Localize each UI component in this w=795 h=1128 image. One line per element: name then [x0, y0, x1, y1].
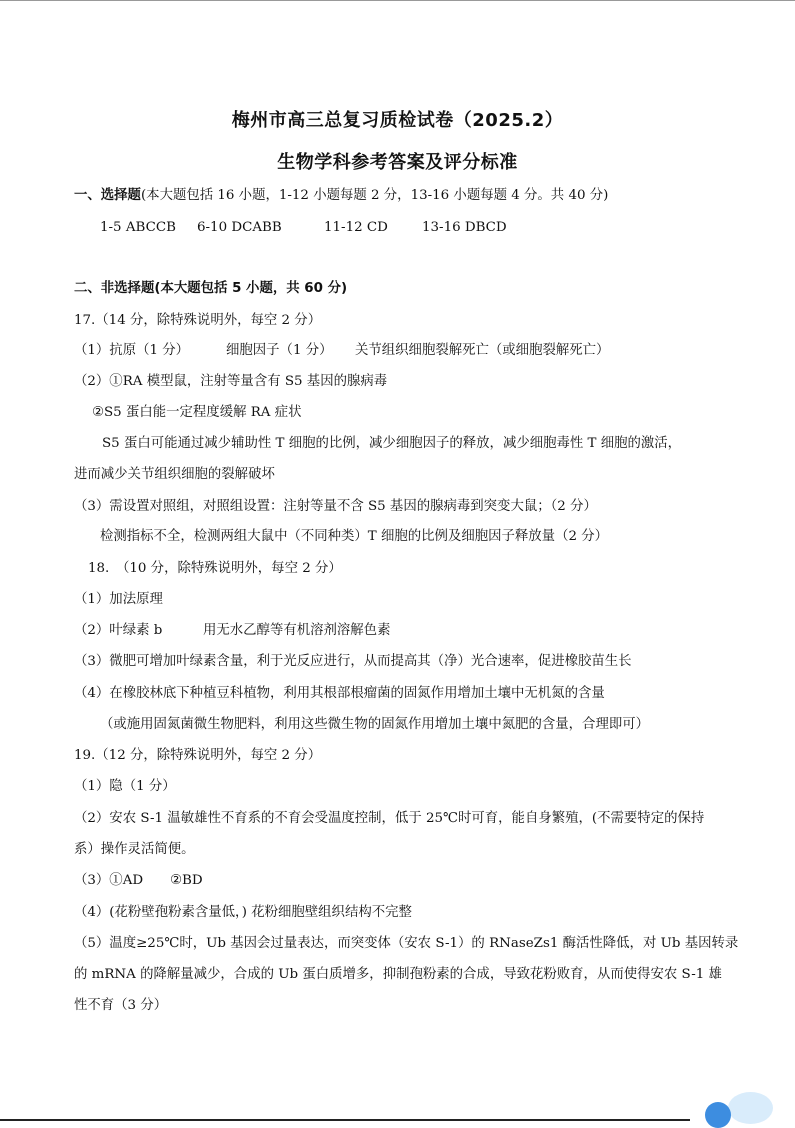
q18-4-a: （4）在橡胶林底下种植豆科植物，利用其根部根瘤菌的固氮作用增加土壤中无机氮的含量 — [74, 686, 605, 701]
answer-group-4: 13-16 DBCD — [422, 220, 507, 235]
q17-3-b: 检测指标不全，检测两组大鼠中（不同种类）T 细胞的比例及细胞因子释放量（2 分） — [100, 529, 609, 544]
section1-note: (本大题包括 16 小题，1-12 小题每题 2 分，13-16 小题每题 4 分。共 40 分) — [140, 188, 609, 203]
top-rule — [0, 0, 795, 1]
section2-heading: 二、非选择题 — [74, 281, 155, 296]
q19-2-a: （2）安农 S-1 温敏雄性不育系的不育会受温度控制，低于 25℃时可育，能自身繁殖，(不需要特定的保持 — [74, 811, 705, 826]
q19-4: （4）(花粉壁孢粉素含量低，) 花粉细胞壁组织结构不完整 — [74, 905, 412, 920]
q19-2-b: 系）操作灵活简便。 — [74, 842, 195, 857]
corner-decoration — [728, 1092, 773, 1124]
q18-2-b: 用无水乙醇等有机溶剂溶解色素 — [203, 623, 391, 638]
q18-4-b: （或施用固氮菌微生物肥料，利用这些微生物的固氮作用增加土壤中氮肥的含量，合理即可） — [100, 717, 650, 732]
q17-2-d: 进而减少关节组织细胞的裂解破坏 — [74, 467, 275, 482]
q17-1-c: 关节组织细胞裂解死亡（或细胞裂解死亡） — [355, 343, 610, 358]
answer-group-3: 11-12 CD — [324, 220, 388, 235]
q19-3-b: ②BD — [170, 873, 203, 888]
q19-header: 19.（12 分，除特殊说明外，每空 2 分） — [74, 748, 322, 763]
q17-2-c: S5 蛋白可能通过减少辅助性 T 细胞的比例，减少细胞因子的释放，减少细胞毒性 T 细胞的激活， — [102, 436, 682, 451]
footer-rule — [0, 1119, 690, 1121]
section1-heading: 一、选择题 — [74, 188, 141, 203]
q17-header: 17.（14 分，除特殊说明外，每空 2 分） — [74, 313, 322, 328]
q17-1-a: （1）抗原（1 分） — [74, 343, 190, 358]
corner-logo-icon — [705, 1102, 731, 1128]
q17-1-b: 细胞因子（1 分） — [226, 343, 333, 358]
section1-header — [74, 187, 608, 205]
page-subtitle: 生物学科参考答案及评分标准 — [277, 152, 518, 173]
page-title: 梅州市高三总复习质检试卷（2025.2） — [231, 110, 564, 131]
answer-row — [100, 219, 176, 237]
q18-2-a: （2）叶绿素 b — [74, 623, 163, 638]
q19-5-a: （5）温度≥25℃时，Ub 基因会过量表达，而突变体（安农 S-1）的 RNaseZs1 酶活性降低，对 Ub 基因转录 — [74, 936, 739, 951]
q19-5-c: 性不育（3 分） — [74, 998, 168, 1013]
answer-group-2: 6-10 DCABB — [197, 220, 282, 235]
q17-2-b: ②S5 蛋白能一定程度缓解 RA 症状 — [92, 405, 302, 420]
q18-3: （3）微肥可增加叶绿素含量，利于光反应进行，从而提高其（净）光合速率，促进橡胶苗生长 — [74, 654, 632, 669]
section2-header — [74, 280, 347, 298]
q17-3-a: （3）需设置对照组，对照组设置：注射等量不含 S5 基因的腺病毒到突变大鼠；（2 分） — [74, 499, 597, 514]
q19-5-b: 的 mRNA 的降解量减少，合成的 Ub 蛋白质增多，抑制孢粉素的合成，导致花粉败育，从而使得安农 S-1 雄 — [74, 967, 722, 982]
q18-1: （1）加法原理 — [74, 592, 163, 607]
answer-group-1: 1-5 ABCCB — [100, 220, 176, 235]
q19-3-a: （3）①AD — [74, 873, 144, 888]
q17-2-a: （2）①RA 模型鼠，注射等量含有 S5 基因的腺病毒 — [74, 374, 388, 389]
q18-header: 18. （10 分，除特殊说明外，每空 2 分） — [88, 561, 342, 576]
q19-1: （1）隐（1 分） — [74, 779, 176, 794]
section2-note: (本大题包括 5 小题，共 60 分) — [154, 281, 348, 296]
